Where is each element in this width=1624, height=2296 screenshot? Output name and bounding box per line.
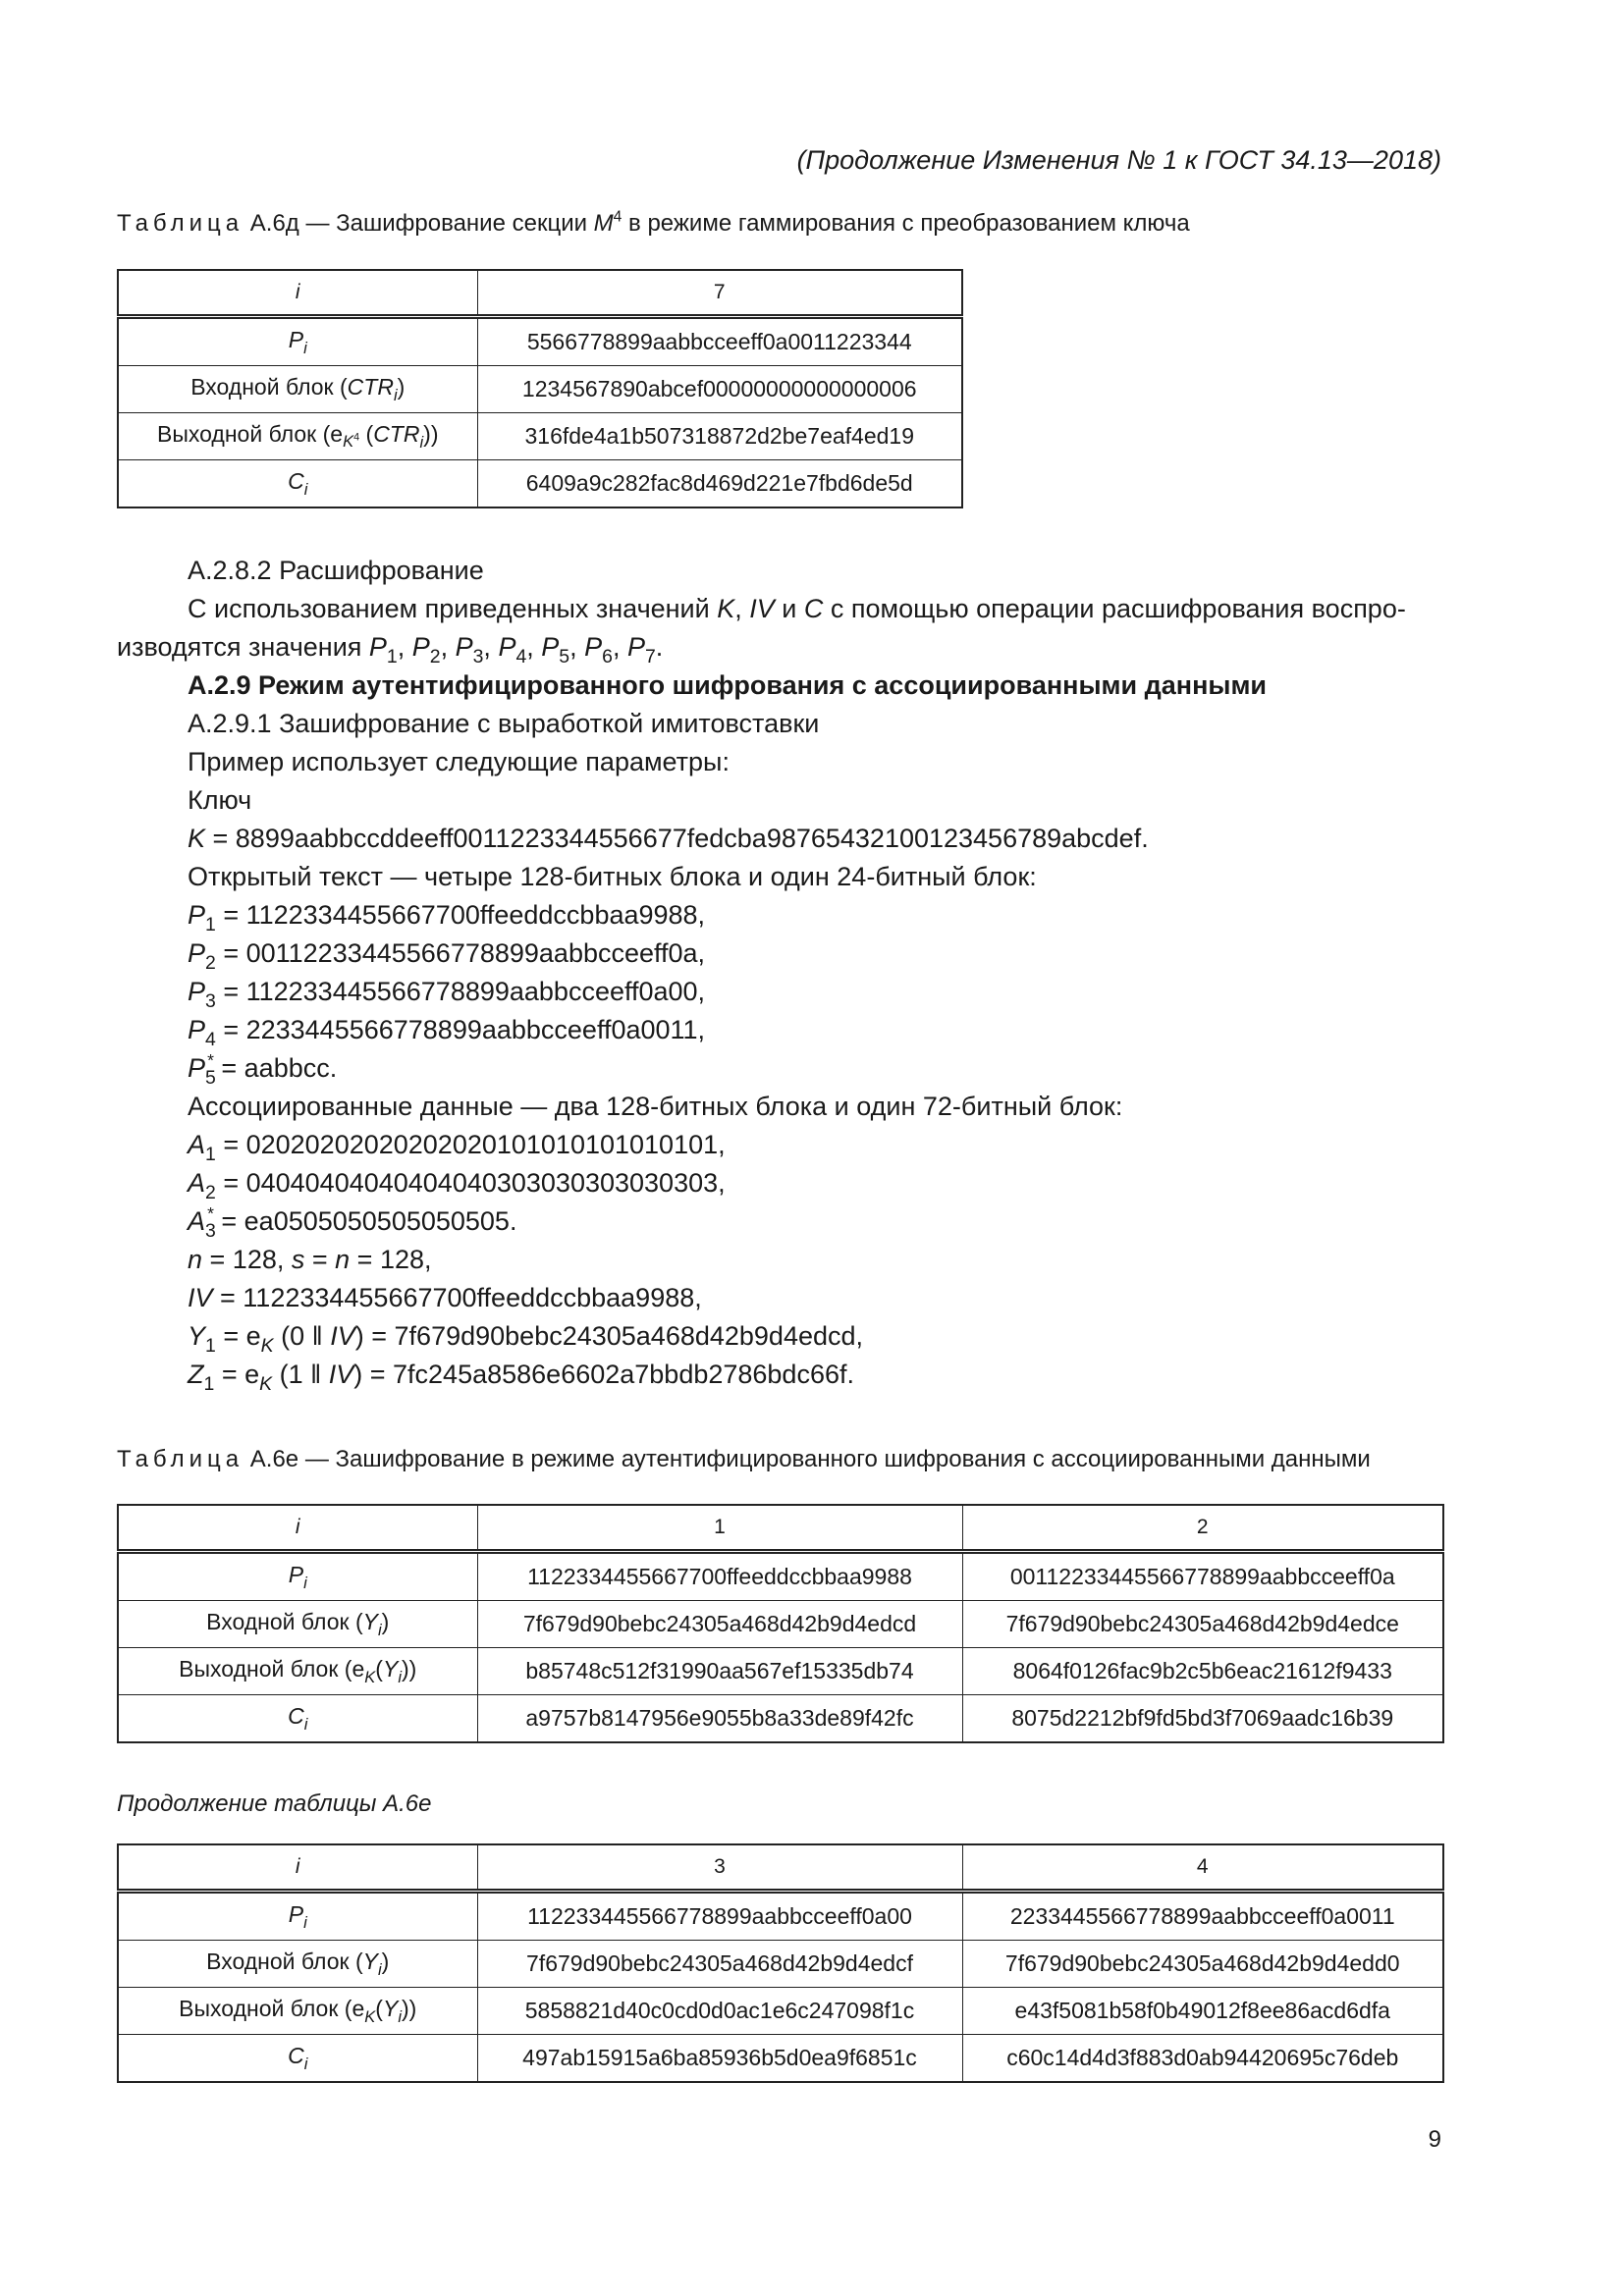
column-header: 3 <box>477 1844 962 1892</box>
text-line: $P_3$ = 112233445566778899aabbcceeff0a00, <box>188 977 706 1012</box>
column-header: 4 <box>962 1844 1443 1892</box>
table-row <box>118 1988 1443 2035</box>
row-label: Входной блок $(Y_i)$ <box>118 1601 477 1648</box>
page-number: 9 <box>1428 2126 1441 2153</box>
text-line: $P_2$ = 00112233445566778899aabbcceeff0a, <box>188 938 706 974</box>
text-line: А.2.8.2 Расшифрование <box>188 556 484 585</box>
table-cell: 7f679d90bebc24305a468d42b9d4edcf <box>477 1941 962 1988</box>
table-cell: 8064f0126fac9b2c5b6eac21612f9433 <box>962 1648 1443 1695</box>
caption-sup: 4 <box>613 208 623 226</box>
row-label: Выходной блок $(e_K(Y_i))$ <box>118 1648 477 1695</box>
table-cell: 2233445566778899aabbcceeff0a0011 <box>962 1892 1443 1941</box>
column-header: 1 <box>477 1505 962 1552</box>
caption-text: А.6д — Зашифрование секции <box>249 210 594 237</box>
table-row <box>118 317 962 366</box>
table-cell: 1234567890abcef00000000000000006 <box>477 366 962 413</box>
column-header-index: i <box>118 270 477 317</box>
text-line: $P_5^*$ = aabbcc. <box>188 1050 338 1089</box>
text-line: $A_1 = 02020202020202020101010101010101$, <box>188 1130 726 1165</box>
column-header-index: i <box>118 1844 477 1892</box>
table-cell: a9757b8147956e9055b8a33de89f42fc <box>477 1695 962 1743</box>
row-label: $C_i$ <box>118 1695 477 1743</box>
row-label: $P_i$ <box>118 1552 477 1601</box>
row-label: Выходной блок ($e_{K^4}$ $(CTR_i)$) <box>118 413 477 460</box>
table-row <box>118 1648 1443 1695</box>
table-label: Таблица <box>117 210 244 237</box>
text-line: С использованием приведенных значений K, IV и C с помощью операции расшифрования воспро- <box>188 594 1406 623</box>
caption-text-suffix: в режиме гаммирования с преобразованием ключа <box>622 210 1190 237</box>
text-line: $A_3^* = ea0505050505050505$. <box>188 1203 517 1242</box>
table-cell: 8075d2212bf9fd5bd3f7069aadc16b39 <box>962 1695 1443 1743</box>
table-a6d <box>117 269 963 508</box>
table-cell: 7f679d90bebc24305a468d42b9d4edce <box>962 1601 1443 1648</box>
text-line: Ключ <box>188 785 252 815</box>
table-cell: 5858821d40c0cd0d0ac1e6c247098f1c <box>477 1988 962 2035</box>
table-row <box>118 460 962 508</box>
table-row <box>118 1695 1443 1743</box>
table-cell: b85748c512f31990aa567ef15335db74 <box>477 1648 962 1695</box>
table-a6e-caption <box>117 1446 1371 1473</box>
text-line: А.2.9 Режим аутентифицированного шифрования с ассоциированными данными <box>188 670 1268 700</box>
table-cell: c60c14d4d3f883d0ab94420695c76deb <box>962 2035 1443 2083</box>
caption-var: M <box>593 210 614 237</box>
text-line: $P_1$ = 1122334455667700ffeeddccbbaa9988, <box>188 900 706 935</box>
row-label: Входной блок $(CTR_i)$ <box>118 366 477 413</box>
body-text <box>117 552 1442 1394</box>
text-line: n = 128, s = n = 128, <box>188 1245 432 1274</box>
row-label: $P_i$ <box>118 1892 477 1941</box>
text-line: Пример использует следующие параметры: <box>188 747 730 776</box>
table-row <box>118 366 962 413</box>
row-label: Выходной блок $(e_K(Y_i))$ <box>118 1988 477 2035</box>
table-row <box>118 1941 1443 1988</box>
table-row <box>118 413 962 460</box>
row-label: Входной блок $(Y_i)$ <box>118 1941 477 1988</box>
column-header: 2 <box>962 1505 1443 1552</box>
table-cell: 7f679d90bebc24305a468d42b9d4edd0 <box>962 1941 1443 1988</box>
table-row <box>118 1601 1443 1648</box>
row-label: $C_i$ <box>118 460 477 508</box>
table-cell: e43f5081b58f0b49012f8ee86acd6dfa <box>962 1988 1443 2035</box>
caption-text: А.6е — Зашифрование в режиме аутентифицированного шифрования с ассоциированными данными <box>249 1446 1371 1472</box>
table-row <box>118 1892 1443 1941</box>
table-cell: 5566778899aabbcceeff0a0011223344 <box>477 317 962 366</box>
column-header: 7 <box>477 270 962 317</box>
text-line: K = 8899aabbccddeeff0011223344556677fedcba98765432100123456789abcdef. <box>188 824 1149 853</box>
table-continuation-caption: Продолжение таблицы А.6е <box>117 1790 432 1817</box>
table-cell: 316fde4a1b507318872d2be7eaf4ed19 <box>477 413 962 460</box>
text-line: Ассоциированные данные — два 128-битных блока и один 72-битный блок: <box>188 1092 1123 1121</box>
page-header: (Продолжение Изменения № 1 к ГОСТ 34.13—2018) <box>796 145 1441 175</box>
text-line: изводятся значения $P_1$, $P_2$, $P_3$, $P_4$, $P_5$, $P_6$, $P_7$. <box>117 632 664 667</box>
table-cell: 7f679d90bebc24305a468d42b9d4edcd <box>477 1601 962 1648</box>
text-line: $P_4$ = 2233445566778899aabbcceeff0a0011, <box>188 1015 706 1050</box>
table-cell: 6409a9c282fac8d469d221e7fbd6de5d <box>477 460 962 508</box>
text-line: Открытый текст — четыре 128-битных блока и один 24-битный блок: <box>188 862 1037 891</box>
text-line: $Z_1 = e_K$ (1 ‖ IV) = 7fc245a8586e6602a7bbdb2786bdc66f. <box>188 1360 854 1395</box>
text-line: А.2.9.1 Зашифрование с выработкой имитовставки <box>188 709 820 738</box>
text-line: IV = 1122334455667700ffeeddccbbaa9988, <box>188 1283 702 1312</box>
table-label: Таблица <box>117 1446 244 1472</box>
table-row <box>118 1552 1443 1601</box>
table-row <box>118 2035 1443 2083</box>
column-header-index: i <box>118 1505 477 1552</box>
table-cell: 497ab15915a6ba85936b5d0ea9f6851c <box>477 2035 962 2083</box>
table-cell: 1122334455667700ffeeddccbbaa9988 <box>477 1552 962 1601</box>
row-label: $C_i$ <box>118 2035 477 2083</box>
text-line: $Y_1 = e_K$ (0 ‖ IV) = 7f679d90bebc24305a468d42b9d4edcd, <box>188 1321 864 1357</box>
text-line: $A_2 = 04040404040404040303030303030303$, <box>188 1168 726 1203</box>
table-a6d-caption <box>117 210 1190 238</box>
table-a6e <box>117 1504 1444 1743</box>
table-cell: 00112233445566778899aabbcceeff0a <box>962 1552 1443 1601</box>
table-cell: 112233445566778899aabbcceeff0a00 <box>477 1892 962 1941</box>
table-a6e-continuation <box>117 1843 1444 2083</box>
row-label: $P_i$ <box>118 317 477 366</box>
